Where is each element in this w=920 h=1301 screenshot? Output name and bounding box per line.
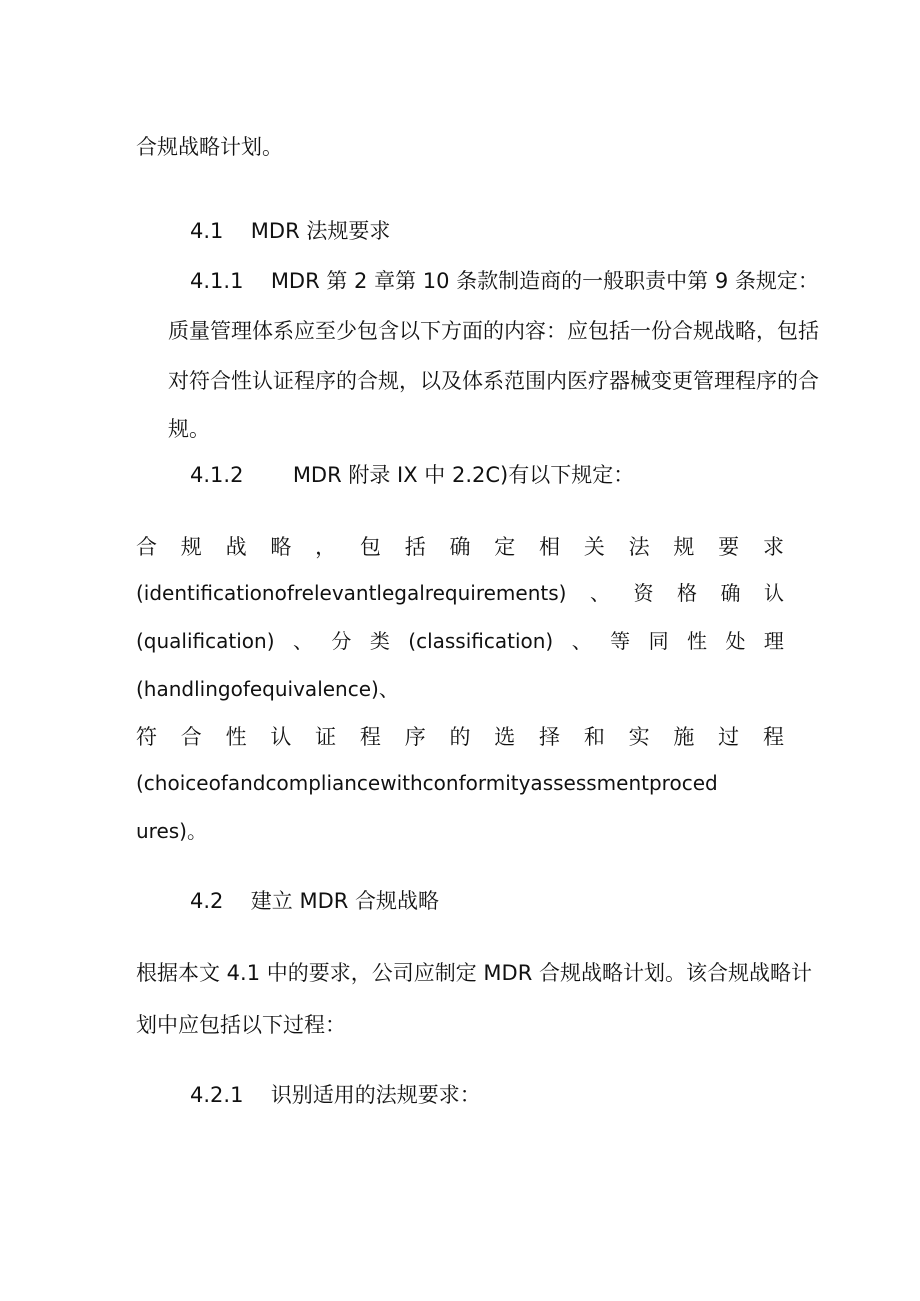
section-4-1-2-line <box>190 460 634 490</box>
section-number: 4.1.1 <box>190 269 244 293</box>
glyph: 相 <box>539 535 561 559</box>
glyph: 分 <box>331 629 352 653</box>
glyph: 处 <box>725 629 746 653</box>
glyph: 性 <box>687 629 707 653</box>
quote-line-5 <box>136 722 784 752</box>
glyph: 、 <box>292 629 313 653</box>
glyph: 类 <box>369 629 390 653</box>
quote-line-2 <box>136 578 784 608</box>
glyph: 、 <box>589 581 610 605</box>
glyph: 合 <box>180 725 202 749</box>
section-4-2-heading <box>190 886 439 916</box>
quote-line-6: (choiceofandcompliancewithconformityassessmentproced <box>136 771 718 795</box>
glyph: 定 <box>494 535 516 559</box>
glyph: 等 <box>610 629 631 653</box>
paragraph-line: 质量管理体系应至少包含以下方面的内容：应包括一份合规战略，包括 <box>168 319 819 343</box>
paragraph-text: MDR 第 2 章第 10 条款制造商的一般职责中第 9 条规定： <box>270 269 819 293</box>
glyph: 合 <box>136 535 157 559</box>
glyph: 确 <box>720 581 741 605</box>
paragraph-line: 对符合性认证程序的合规，以及体系范围内医疗器械变更管理程序的合 <box>168 369 819 393</box>
quote-line-1 <box>136 532 784 562</box>
section-title: 建立 MDR 合规战略 <box>250 889 440 913</box>
quote-line-7: ures)。 <box>136 819 207 843</box>
glyph: 程 <box>762 725 784 749</box>
glyph: 规 <box>673 535 695 559</box>
section-4-1-1-line1 <box>190 266 819 296</box>
intro-tail-text: 合规战略计划。 <box>136 135 283 159</box>
glyph: 证 <box>315 725 337 749</box>
glyph: 施 <box>673 725 695 749</box>
section-4-1-heading <box>190 216 390 246</box>
section-4-2-1-heading <box>190 1080 481 1110</box>
paragraph-line: 规。 <box>168 417 210 441</box>
glyph: 认 <box>763 581 784 605</box>
section-number: 4.1.2 <box>190 463 244 487</box>
glyph: 择 <box>539 725 561 749</box>
glyph: 规 <box>180 535 202 559</box>
glyph: 确 <box>449 535 471 559</box>
glyph: 理 <box>763 629 784 653</box>
section-title: 识别适用的法规要求： <box>270 1083 481 1107</box>
glyph: 认 <box>270 725 292 749</box>
glyph: 、 <box>571 629 592 653</box>
glyph: 要 <box>718 535 740 559</box>
quote-line-4: (handlingofequivalence)、 <box>136 677 399 701</box>
glyph: 性 <box>225 725 247 749</box>
glyph: 略 <box>270 535 292 559</box>
section-number: 4.2 <box>190 889 224 913</box>
section-title: MDR 法规要求 <box>250 219 391 243</box>
glyph: 括 <box>404 535 426 559</box>
glyph: 和 <box>583 725 605 749</box>
section-number: 4.2.1 <box>190 1083 244 1107</box>
glyph: (qualification) <box>136 629 275 653</box>
glyph: 的 <box>449 725 471 749</box>
glyph: 战 <box>225 535 247 559</box>
glyph: 序 <box>404 725 426 749</box>
glyph: 同 <box>648 629 669 653</box>
paragraph-line: 划中应包括以下过程： <box>136 1013 346 1037</box>
paragraph-line: 根据本文 4.1 中的要求，公司应制定 MDR 合规战略计划。该合规战略计 <box>136 961 812 985</box>
paragraph-text: MDR 附录 IX 中 2.2C)有以下规定： <box>292 463 635 487</box>
glyph: 法 <box>628 535 650 559</box>
glyph: 实 <box>628 725 650 749</box>
glyph: 资 <box>633 581 654 605</box>
glyph: 格 <box>676 581 697 605</box>
glyph: 程 <box>359 725 381 749</box>
glyph: (identificationofrelevantlegalrequirements) <box>136 581 567 605</box>
glyph: 求 <box>762 535 784 559</box>
glyph: 符 <box>136 725 157 749</box>
section-number: 4.1 <box>190 219 224 243</box>
glyph: (classification) <box>408 629 554 653</box>
glyph: ， <box>315 535 337 559</box>
glyph: 过 <box>718 725 740 749</box>
glyph: 包 <box>359 535 381 559</box>
glyph: 选 <box>494 725 516 749</box>
quote-line-3 <box>136 626 784 656</box>
glyph: 关 <box>583 535 605 559</box>
